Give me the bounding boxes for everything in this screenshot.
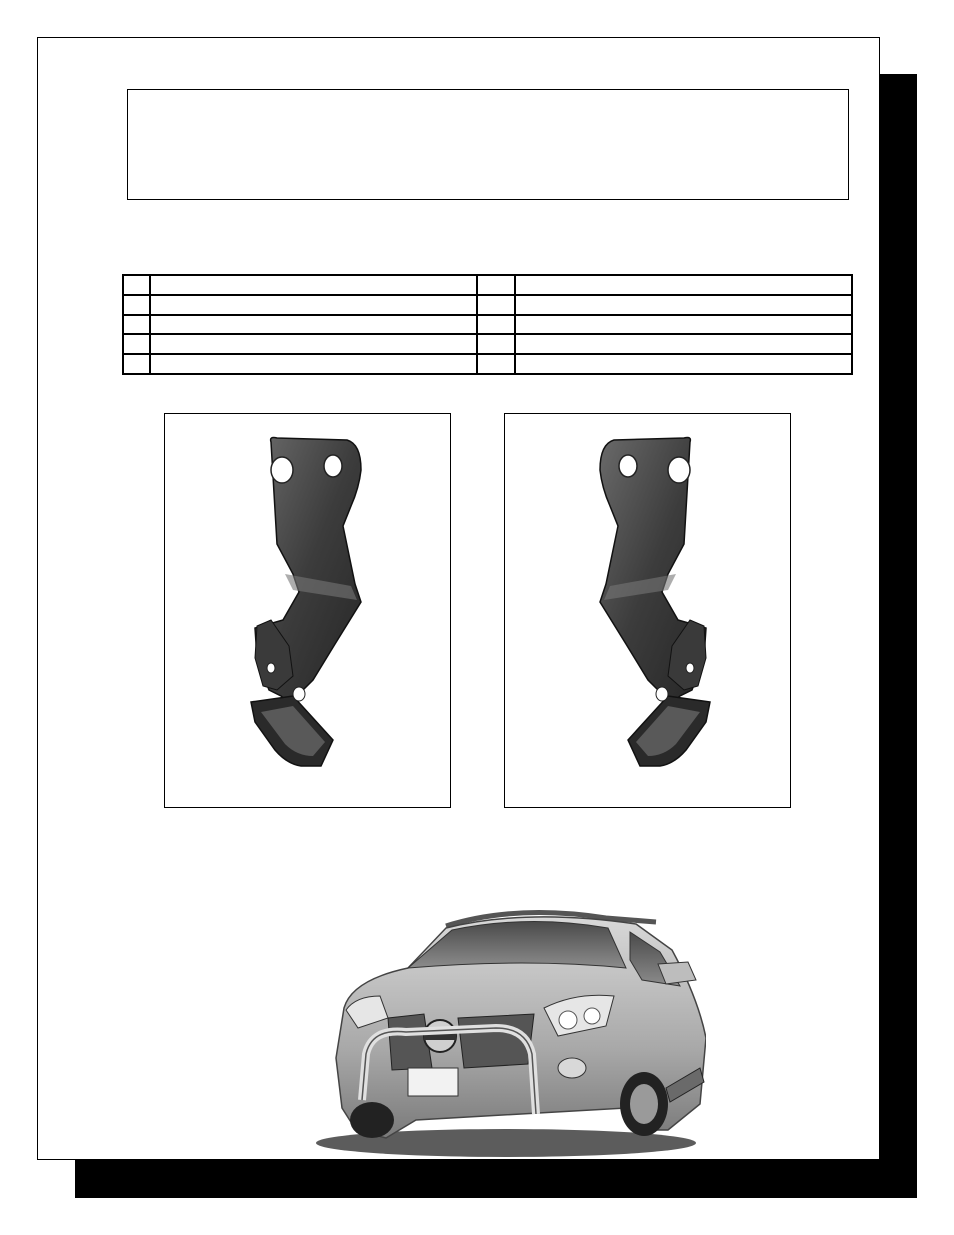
part-number-cell xyxy=(515,334,852,354)
part-number-cell xyxy=(515,315,852,335)
description-cell xyxy=(150,295,477,315)
part-number-cell xyxy=(515,354,852,374)
description-cell xyxy=(150,315,477,335)
description-cell xyxy=(150,334,477,354)
document-page xyxy=(37,37,880,1160)
table-row xyxy=(123,275,852,295)
table-row xyxy=(123,334,852,354)
part-number-cell xyxy=(515,275,852,295)
quantity-cell xyxy=(477,334,515,354)
bracket-photo-right xyxy=(504,413,791,808)
table-row xyxy=(123,315,852,335)
description-cell xyxy=(150,275,477,295)
quantity-cell xyxy=(477,295,515,315)
table-row xyxy=(123,295,852,315)
item-number-cell xyxy=(123,295,150,315)
item-number-cell xyxy=(123,334,150,354)
table-row xyxy=(123,354,852,374)
parts-table xyxy=(122,274,853,375)
item-number-cell xyxy=(123,315,150,335)
quantity-cell xyxy=(477,315,515,335)
part-number-cell xyxy=(515,295,852,315)
suv-with-bull-bar-icon xyxy=(296,868,706,1168)
description-cell xyxy=(150,354,477,374)
quantity-cell xyxy=(477,275,515,295)
bracket-photo-left xyxy=(164,413,451,808)
mounting-bracket-right-icon xyxy=(505,414,790,807)
mounting-bracket-left-icon xyxy=(165,414,450,807)
item-number-cell xyxy=(123,354,150,374)
notice-box xyxy=(127,89,849,200)
quantity-cell xyxy=(477,354,515,374)
item-number-cell xyxy=(123,275,150,295)
